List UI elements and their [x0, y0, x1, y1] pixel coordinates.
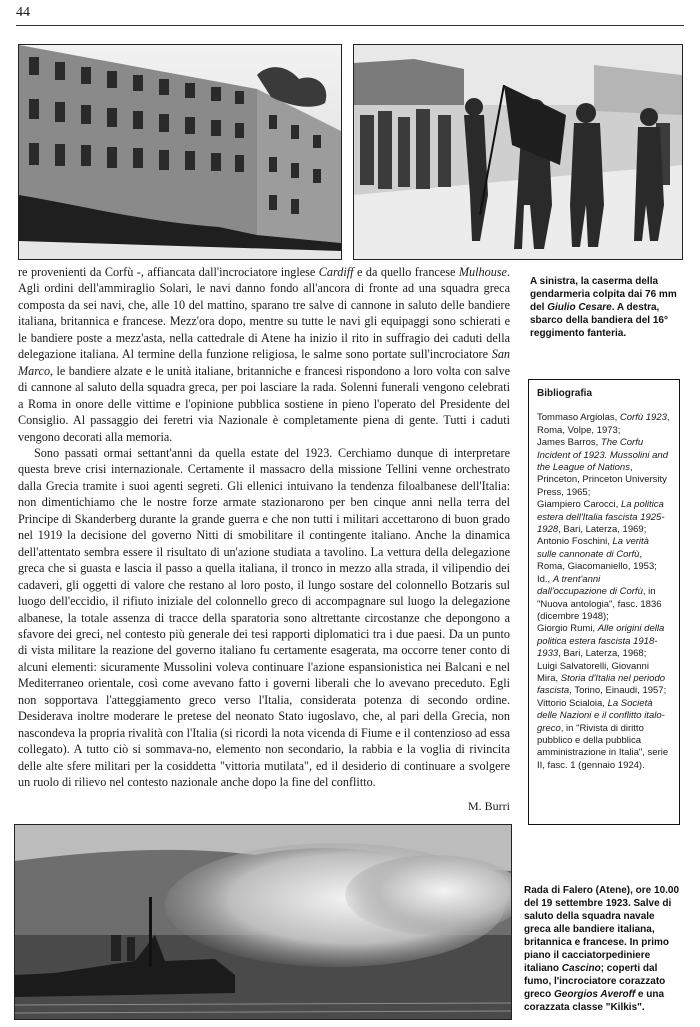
- bibliography-entry: [537, 623, 671, 660]
- flag-landing-photo: [353, 44, 683, 260]
- article-body: [18, 264, 510, 791]
- biblio-author: James Barros,: [537, 437, 601, 449]
- photo-caption-bottom: [524, 884, 684, 1014]
- biblio-details: , in "Nuova antologia", fasc. 1836 (dicembre 1948);: [537, 586, 662, 622]
- ship-name: Cardiff: [318, 265, 354, 279]
- ship-name: Giulio Cesare: [547, 302, 612, 313]
- article-paragraph: [18, 264, 510, 445]
- article-paragraph: Sono passati ormai settant'anni da quella estate del 1923. Cerchiamo dunque di interpretare questa breve crisi internazionale. Certamente il massacro della missione Tellini venne orchestrato dalla Grecia tramite i suoi agenti segreti. Gli ellenici intuivano la tendenza filoalbanese dell'Italia: non dimentichiamo che le nostre forze armate stazionarono per ben cinque anni nella terra del Principe di Skanderberg durante la grande guerra e che non tutti i militari accettarono di buon grado nel 1919 la decisione del governo Nitti di smobilitare il contingente italiano. Anche la dinamica dell'attentato sembra essere il risultato di un'azione studiata a tavolino. La vettura della delegazione greca che si guasta e lascia il passo a quella italiana, il tronco in mezzo alla strada, il vilipendio dei cadaveri, gli oggetti di valore che restano al loro posto, il lungo sostare del colonnello Botzaris sul luogo dell'eccidio, il rifiuto iniziale del colonnello greco di accompagnare sul luogo la delegazione albanese, la totale assenza di tracce della sparatoria sono altrettante circostanze che depongono a sfavore dei greci, nel contesto più generale dei tesi rapporti diplomatici tra i due paesi. Da un punto di vista militare la reazione del governo italiano fu certamente esagerata, ma occorre tener conto di alcuni elementi: sicuramente Mussolini voleva continuare l'azione espansionistica nei Balcani e nel Mediterraneo orientale, così come avevano fatto i governi liberali che lo avevano preceduto. Egli non sopportava l'atteggiamento greco verso l'Italia, considerata potenza di secondo ordine. Desiderava inoltre moderare le pretese del neonato Stato iugoslavo, che, al pari della Grecia, non nascondeva la propria rivalità con l'Italia (si ricordi la nota vicenda di Fiume e il contenzioso ad essa collegato). A tutto ciò si sommava-no, elemento non secondario, la rabbia e la voglia di rivincita delle alte sfere militari per la cosiddetta "vittoria mutilata", ed il desiderio di continuare a svolgere un ruolo di rilievo nel contesto nazionale anche dopo la fine del conflitto.: [18, 445, 510, 790]
- biblio-details: , Princeton, Princeton University Press, 1965;: [537, 462, 667, 498]
- caption-text: ; coperti dal fumo, l'incrociatore corazzato greco: [524, 963, 666, 1000]
- biblio-title: Corfù 1923: [619, 412, 667, 424]
- biblio-title: Storia d'Italia nel periodo fascista: [537, 672, 666, 697]
- article-text: re provenienti da Corfù -, affiancata dall'incrociatore inglese: [18, 265, 319, 279]
- biblio-details: , Bari, Laterza, 1969;: [558, 524, 647, 536]
- biblio-details: , Torino, Einaudi, 1957;: [569, 685, 667, 697]
- biblio-author: Giorgio Rumi,: [537, 623, 598, 635]
- author-signature: M. Burri: [468, 799, 510, 813]
- bibliography-title: Bibliografia: [537, 388, 593, 399]
- biblio-details: , Roma, Volpe, 1973;: [537, 412, 670, 436]
- ship-name: Georgios Averoff: [554, 989, 636, 1000]
- bibliography-entry: [537, 574, 671, 624]
- naval-salute-photo: [14, 824, 512, 1020]
- caption-text: Rada di Falero (Atene), ore 10.00 del 19 settembre 1923. Salve di saluto della squadra navale greca alle bandiere italiana, britannica e francese. In primo piano il cacciatorpediniere italiano: [524, 885, 680, 974]
- barracks-photo: [18, 44, 342, 260]
- caption-text: A sinistra, la caserma della gendarmeria colpita dai 76 mm del: [530, 276, 677, 313]
- ship-name: Cascino: [561, 963, 601, 974]
- ship-name: San Marco: [18, 347, 510, 378]
- biblio-details: , Bari, Laterza, 1968;: [558, 648, 647, 660]
- biblio-author: Vittorio Scialoia,: [537, 697, 608, 709]
- biblio-title: A trent'anni dall'occupazione di Corfù: [537, 573, 643, 598]
- bibliography-entry: [537, 412, 671, 437]
- biblio-author: Luigi Salvatorelli, Giovanni Mira,: [537, 660, 649, 684]
- photo-caption-top: [530, 275, 682, 340]
- bibliography-entry: [537, 661, 671, 698]
- page-number: 44: [16, 5, 30, 20]
- biblio-details: , Roma, Giacomaniello, 1953;: [537, 548, 657, 573]
- bibliography-box: [528, 379, 680, 825]
- article-text: . Agli ordini dell'ammiraglio Solari, le navi danno fondo all'ancora di fronte ad una squadra greca composta da sei navi, che, alle 10 del mattino, sparano tre salve di cannone in saluto delle bandiere italiana, britannica e francese. Mezz'ora dopo, mentre su tutte le navi gli equipaggi sono schierati e le bandiere poste a mezz'asta, nella cattedrale di Atene ha inizio il rito in suffragio dei caduti della delegazione italiana. Al termine della funzione religiosa, le salme sono portate sull'incrociatore: [18, 265, 510, 362]
- biblio-author: Id.,: [537, 573, 553, 585]
- bibliography-entry: [537, 698, 671, 772]
- caption-text: . A destra, sbarco della bandiera del 16° reggimento fanteria.: [530, 302, 668, 339]
- biblio-author: Giampiero Carocci,: [537, 499, 621, 511]
- biblio-title: La Società delle Nazioni e il conflitto italo-greco: [537, 697, 665, 734]
- biblio-title: Alle origini della politica estera fascista 1918-1933: [537, 623, 665, 660]
- bibliography-entry: [537, 437, 671, 499]
- biblio-title: La politica estera dell'Italia fascista 1925-1928: [537, 499, 665, 536]
- biblio-author: Antonio Foschini,: [537, 536, 613, 548]
- bibliography-entry: [537, 536, 671, 573]
- ship-name: Mulhouse: [458, 265, 507, 279]
- article-text: , le bandiere alzate e le unità italiane, britanniche e francesi rispondono a loro volta con salve di cannone al saluto della squadra greca, per poi lasciare la rada. Solenni funerali vengono celebrati a Roma in onore delle vittime e l'opinione pubblica sostiene in pieno l'operato del Presidente del Consiglio. Al passaggio dei feretri via Nazionale è completamente piena di gente. Tutti i caduti vengono decorati alla memoria.: [18, 363, 510, 444]
- biblio-title: The Corfu Incident of 1923. Mussolini and the League of Nations: [537, 437, 668, 474]
- biblio-title: La verità sulle cannonate di Corfù: [537, 536, 649, 560]
- bibliography-entry: [537, 499, 671, 536]
- header-rule: [16, 25, 684, 26]
- article-text: e da quello francese: [353, 265, 459, 279]
- caption-text: e una corazzata classe "Kilkis".: [524, 989, 665, 1013]
- biblio-details: , in "Rivista di diritto pubblico e della pubblica amministrazione in Italia", serie II, fasc. 1 (gennaio 1924).: [537, 722, 669, 771]
- biblio-author: Tommaso Argiolas,: [537, 412, 620, 424]
